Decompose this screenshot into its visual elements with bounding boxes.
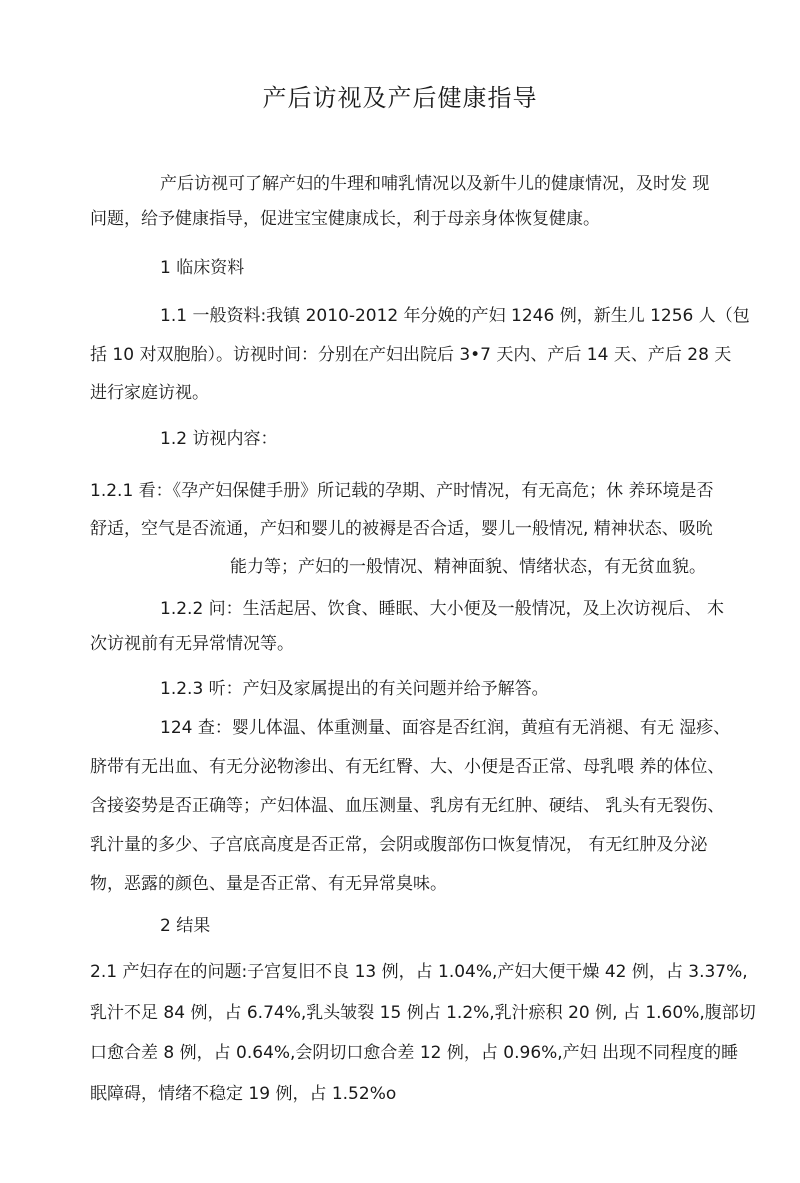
paragraph-line: 问题，给予健康指导，促进宝宝健康成长，利于母亲身体恢复健康。 xyxy=(90,209,600,229)
paragraph-line: 1.1 一般资料:我镇 2010-2012 年分娩的产妇 1246 例，新生儿 1256 人（包 xyxy=(160,306,750,326)
paragraph-line: 眠障碍，情绪不稳定 19 例，占 1.52%o xyxy=(90,1084,397,1104)
section-heading: 1.2 访视内容： xyxy=(160,429,278,449)
paragraph-line: 舒适，空气是否流通，产妇和婴儿的被褥是否合适，婴儿一般情况, 精神状态、吸吮 xyxy=(90,519,713,539)
paragraph-line: 乳汁不足 84 例，占 6.74%,乳头皱裂 15 例占 1.2%,乳汁瘀积 20 例, 占 1.60%,腹部切 xyxy=(90,1003,756,1023)
paragraph-line: 1.2.1 看：《孕产妇保健手册》所记载的孕期、产时情况，有无高危；休 养环境是否 xyxy=(90,481,714,501)
paragraph-line: 含接姿势是否正确等；产妇体温、血压测量、乳房有无红肿、硬结、 乳头有无裂伤、 xyxy=(90,796,725,816)
document-title: 产后访视及产后健康指导 xyxy=(262,84,538,112)
paragraph-line: 124 查：婴儿体温、体重测量、面容是否红润，黄疸有无消褪、有无 湿疹、 xyxy=(160,718,731,738)
paragraph-line: 括 10 对双胞胎）。访视时间：分别在产妇出院后 3•7 天内、产后 14 天、产后 28 天 xyxy=(90,345,732,365)
paragraph-line: 1.2.3 听：产妇及家属提出的有关问题并给予解答。 xyxy=(160,679,549,699)
paragraph-line: 口愈合差 8 例，占 0.64%,会阴切口愈合差 12 例，占 0.96%,产妇 出现不同程度的睡 xyxy=(90,1043,739,1063)
paragraph-line: 乳汁量的多少、子宫底高度是否正常，会阴或腹部伤口恢复情况， 有无红肿及分泌 xyxy=(90,835,708,855)
paragraph-line: 进行家庭访视。 xyxy=(90,383,209,403)
paragraph-line: 次访视前有无异常情况等。 xyxy=(90,634,294,654)
paragraph-line: 1.2.2 问：生活起居、饮食、睡眠、大小便及一般情况，及上次访视后、 木 xyxy=(160,599,725,619)
paragraph-line: 产后访视可了解产妇的牛理和哺乳情况以及新牛儿的健康情况，及时发 现 xyxy=(160,174,710,194)
section-heading: 2 结果 xyxy=(160,916,211,936)
paragraph-line: 2.1 产妇存在的问题:子宫复旧不良 13 例，占 1.04%,产妇大便干燥 42 例，占 3.37%, xyxy=(90,962,748,982)
paragraph-line: 能力等；产妇的一般情况、精神面貌、情绪状态，有无贫血貌。 xyxy=(230,557,706,577)
section-heading: 1 临床资料 xyxy=(160,258,245,278)
paragraph-line: 物，恶露的颜色、量是否正常、有无异常臭味。 xyxy=(90,874,447,894)
paragraph-line: 脐带有无出血、有无分泌物渗出、有无红臀、大、小便是否正常、母乳喂 养的体位、 xyxy=(90,757,725,777)
